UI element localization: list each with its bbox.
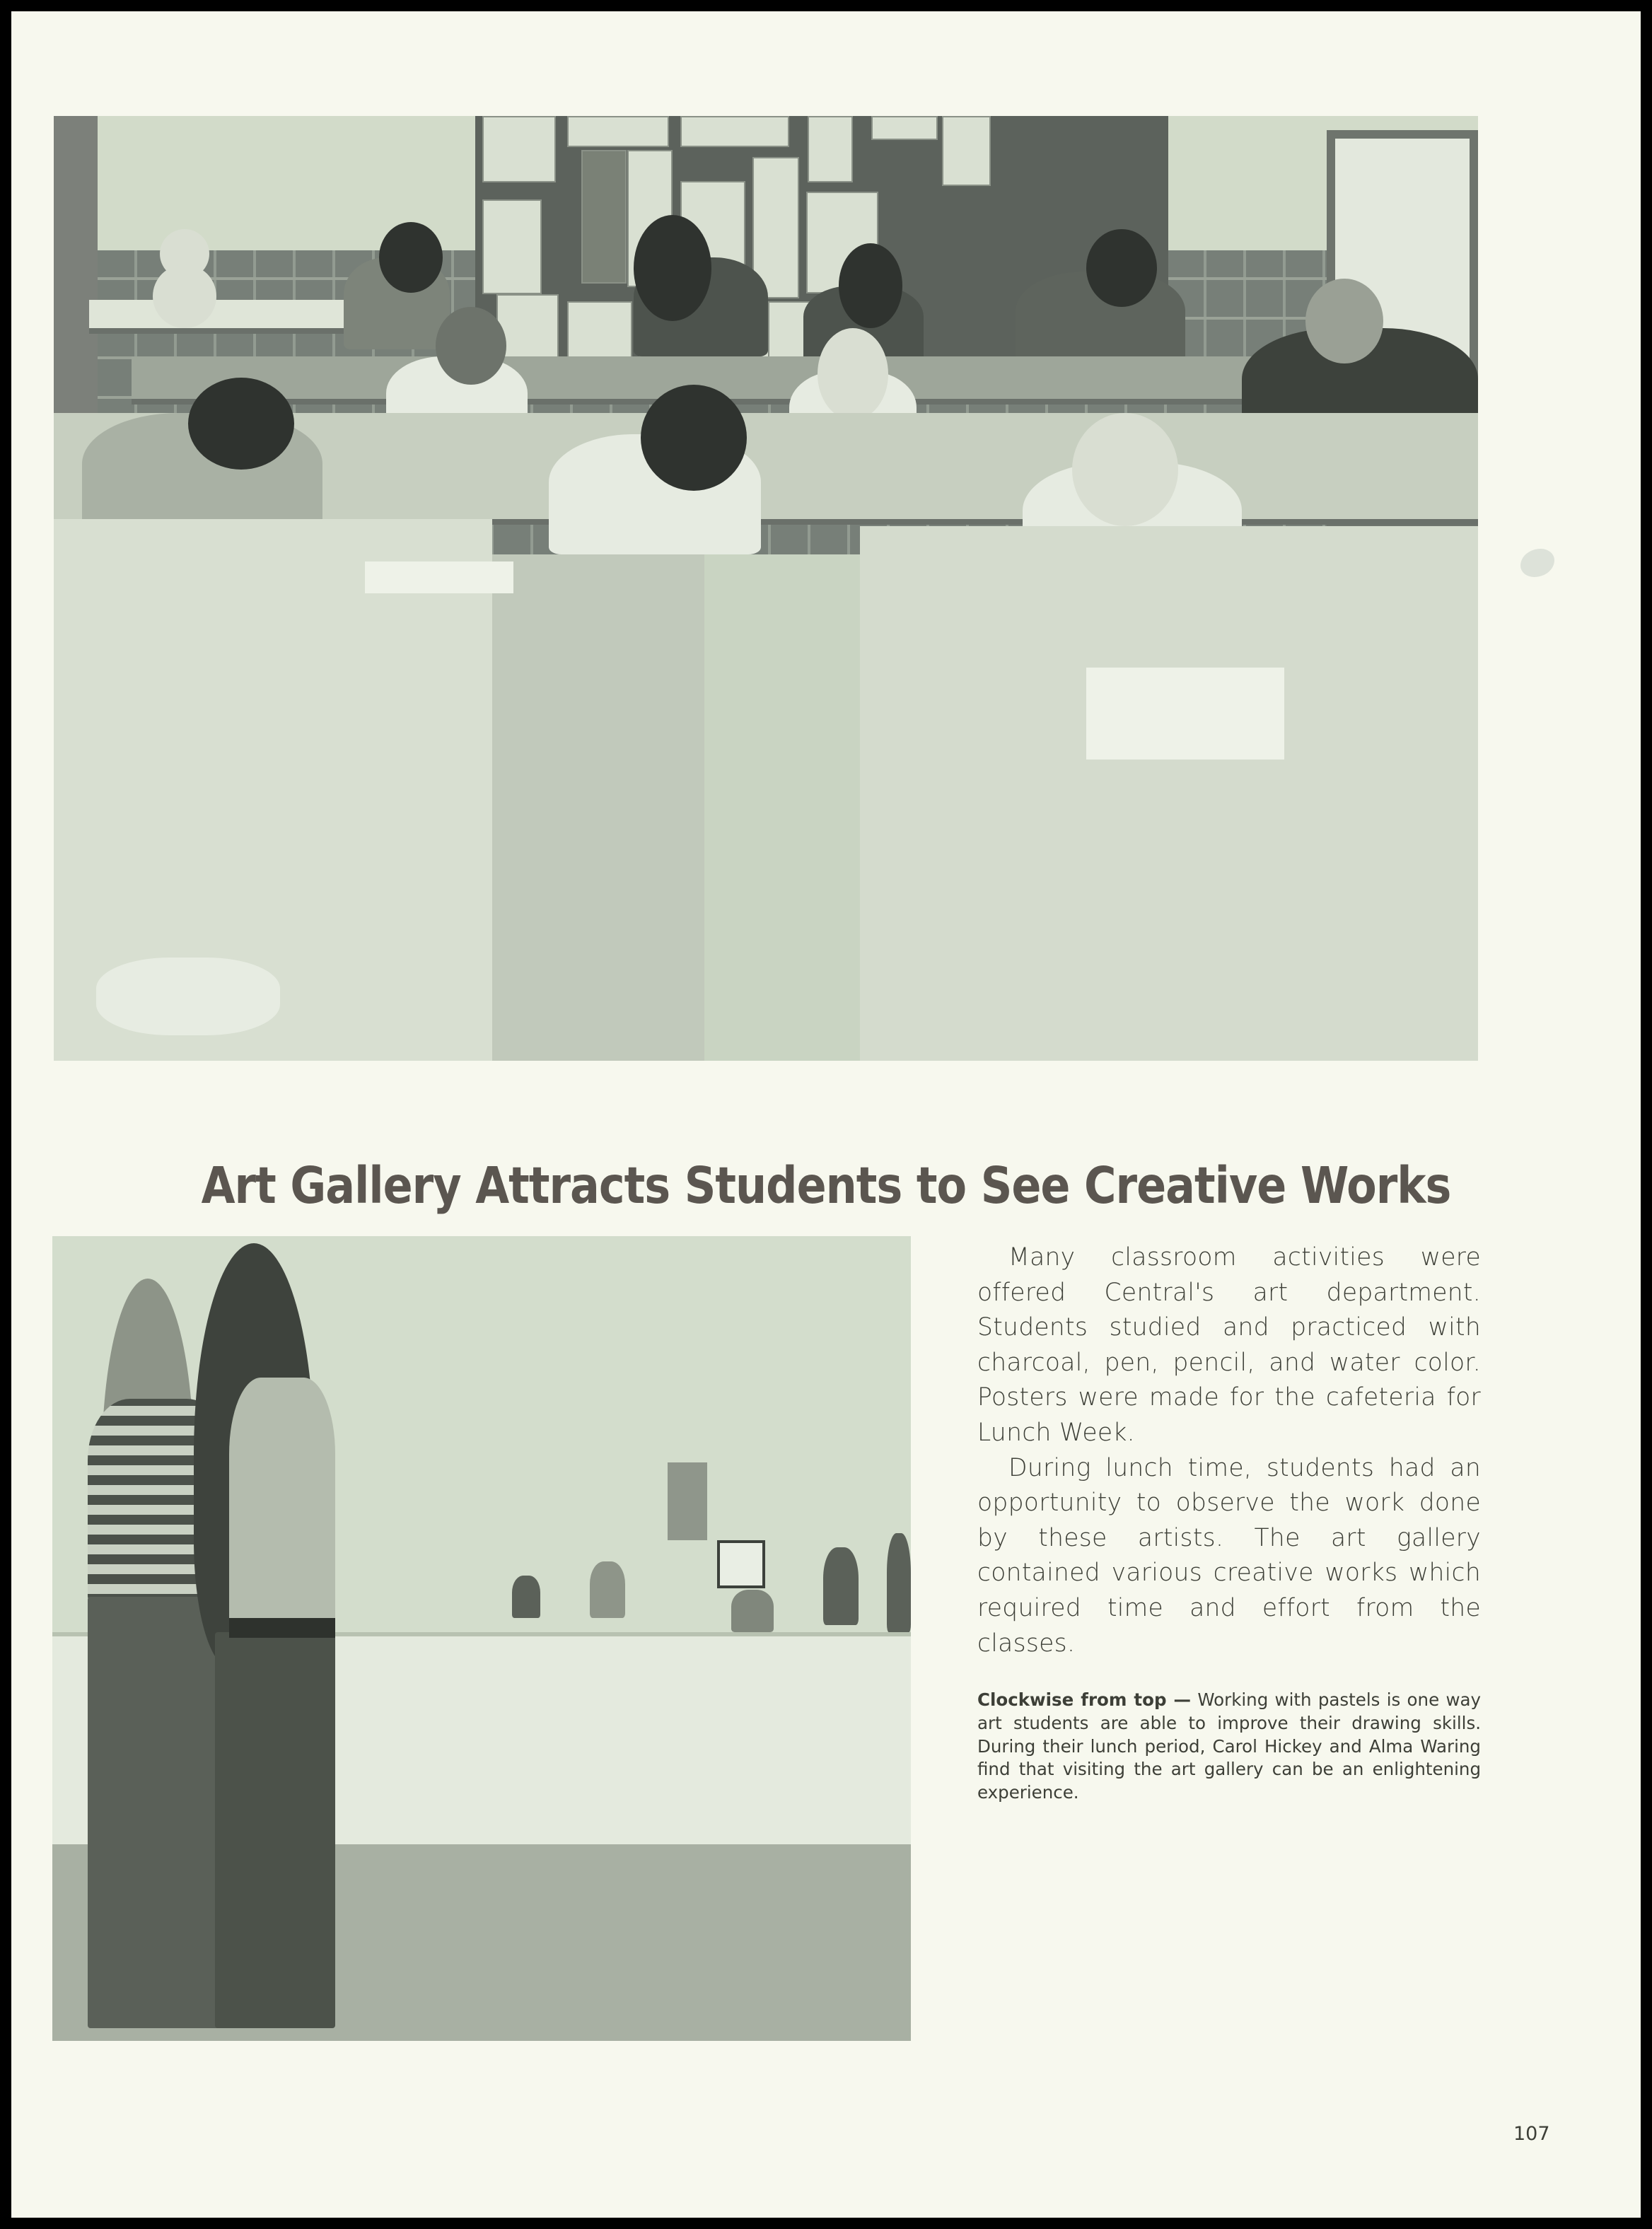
caption-text: Working with pastels is one way art students are able to improve their drawing skills. During their lunch period, Carol Hickey and Alma Waring find that visiting the art gallery can be an enlightening experience. <box>977 1689 1481 1803</box>
photo-artwork <box>871 116 938 140</box>
photo-student-alma-belt <box>229 1618 335 1638</box>
photo-caption <box>977 1689 1481 1805</box>
photo-student-head <box>379 222 443 293</box>
photo-drawing-paper <box>365 561 513 593</box>
photo-artwork <box>482 199 542 294</box>
photo-student-alma-shirt <box>229 1378 335 1632</box>
photo-student-head <box>1086 229 1157 307</box>
photo-student-head <box>839 243 902 328</box>
photo-artwork <box>808 116 853 182</box>
photo-snowman-body <box>153 264 216 328</box>
photo-student-head <box>634 215 711 321</box>
photo-artwork <box>581 150 627 284</box>
page-number: 107 <box>1513 2123 1550 2145</box>
page-heading: Art Gallery Attracts Students to See Creative Works <box>201 1156 1451 1216</box>
photo-student-head <box>1305 279 1383 363</box>
photo-shelf <box>89 300 386 334</box>
photo-geometric-artwork <box>717 1540 765 1588</box>
article-body <box>977 1240 1481 1661</box>
photo-student-alma-pants <box>215 1632 335 2028</box>
photo-sculpture <box>590 1561 625 1618</box>
photo-artwork <box>567 116 669 147</box>
photo-bowl <box>96 958 280 1035</box>
photo-drawing-paper <box>1086 668 1284 760</box>
photo-sculpture <box>823 1547 859 1625</box>
article-paragraph: During lunch time, students had an opportunity to observe the work done by these artists. The art gallery contained various creative works which required time and effort from the classes. <box>977 1453 1481 1658</box>
photo-art-class-pastels <box>54 116 1478 1061</box>
photo-art-gallery-visitors <box>52 1236 911 2041</box>
photo-front-desk-right <box>860 526 1478 1061</box>
photo-artwork <box>482 116 556 182</box>
photo-student-head <box>188 378 294 470</box>
caption-lead: Clockwise from top — <box>977 1689 1192 1710</box>
photo-sculpture <box>887 1533 911 1632</box>
photo-student-head <box>436 307 506 385</box>
photo-front-desk-middle <box>492 554 704 1061</box>
photo-student-head <box>818 328 888 420</box>
photo-sculpture <box>512 1576 540 1618</box>
photo-artwork <box>942 116 991 186</box>
yearbook-page <box>11 11 1641 2218</box>
photo-student-head <box>641 385 747 491</box>
photo-artwork <box>680 116 789 147</box>
photo-student-carol-pants <box>88 1597 222 2028</box>
article-paragraph: Many classroom activities were offered Central's art department. Students studied and practiced with charcoal, pen, pencil, and water color. Posters were made for the cafeteria for Lunch Week. <box>977 1243 1481 1447</box>
decorative-leaf-icon <box>1520 549 1554 577</box>
photo-sculpture <box>731 1590 774 1632</box>
photo-student-head <box>1072 413 1178 526</box>
photo-wall-poster <box>668 1462 707 1540</box>
